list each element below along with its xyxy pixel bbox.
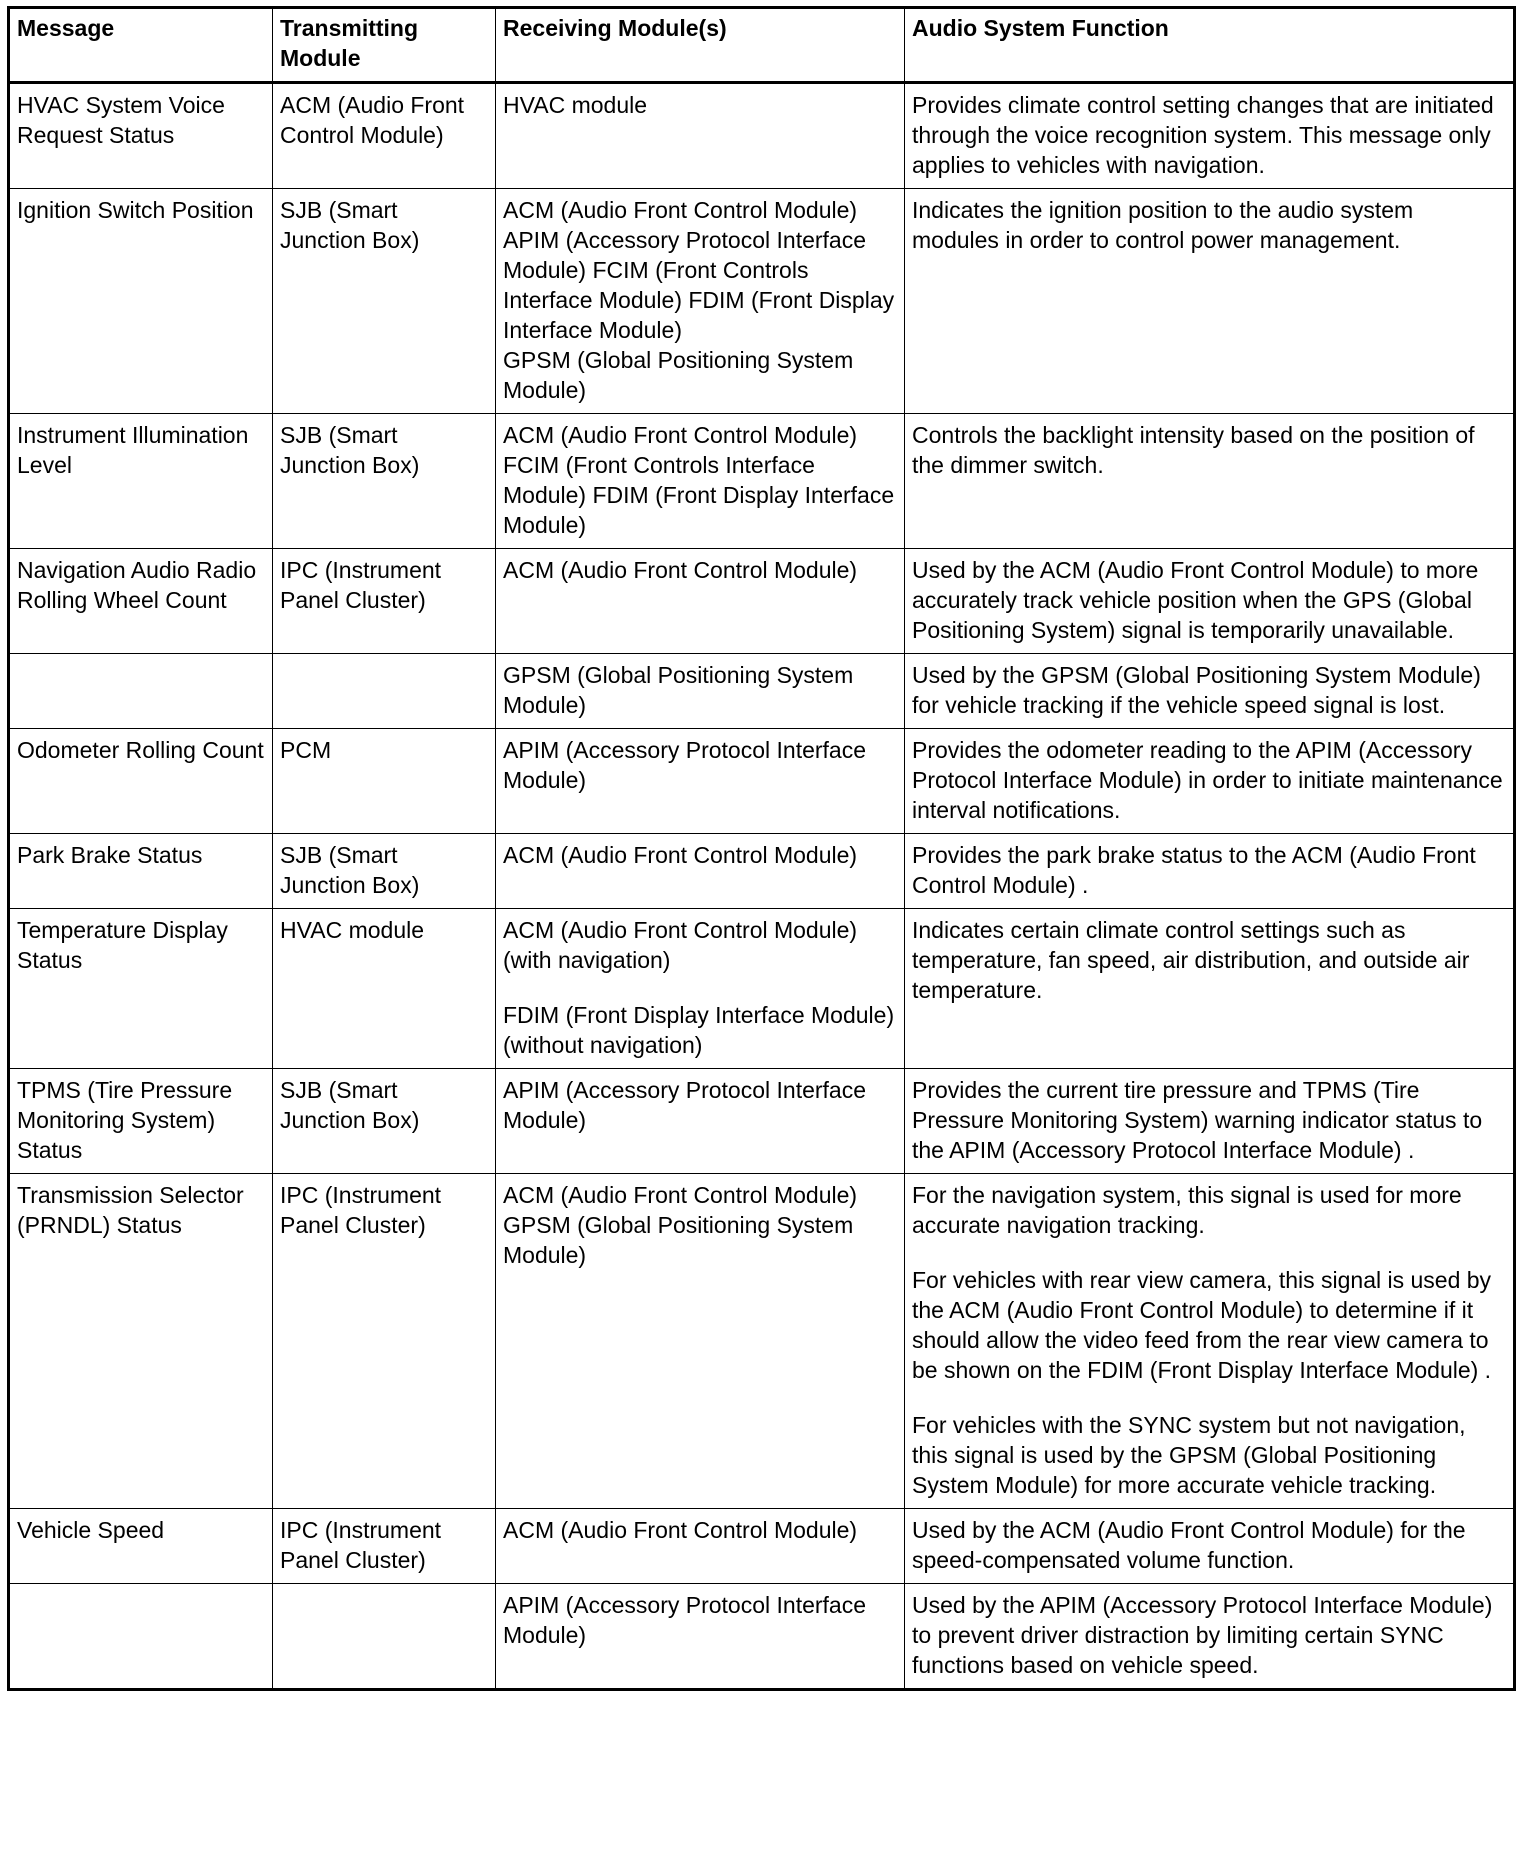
cell-transmitting-module xyxy=(273,909,496,1069)
cell-transmitting-module-text: IPC (Instrument Panel Cluster) xyxy=(280,1182,442,1238)
table-row xyxy=(9,549,1515,654)
cell-message xyxy=(9,1174,273,1509)
cell-audio-system-function xyxy=(905,549,1515,654)
cell-audio-system-function-paragraph: Indicates the ignition position to the audio system modules in order to control power management. xyxy=(912,197,1414,253)
table-row xyxy=(9,1174,1515,1509)
message-table xyxy=(7,6,1516,1691)
cell-audio-system-function-paragraph: For vehicles with the SYNC system but not navigation, this signal is used by the GPSM (Global Positioning System Module) for more accurate vehicle tracking. xyxy=(912,1412,1466,1498)
cell-transmitting-module xyxy=(273,1584,496,1690)
table-row xyxy=(9,654,1515,729)
cell-transmitting-module xyxy=(273,1174,496,1509)
cell-message-text: HVAC System Voice Request Status xyxy=(17,92,225,148)
cell-receiving-modules-paragraph: ACM (Audio Front Control Module) APIM (Accessory Protocol Interface Module) FCIM (Front Controls Interface Module) FDIM (Front Display Interface Module) GPSM (Global Positioning System Module) xyxy=(503,197,895,403)
cell-message xyxy=(9,1069,273,1174)
cell-transmitting-module-text: IPC (Instrument Panel Cluster) xyxy=(280,1517,442,1573)
cell-message-text: Temperature Display Status xyxy=(17,917,228,973)
cell-receiving-modules-paragraph: APIM (Accessory Protocol Interface Module) xyxy=(503,1592,867,1648)
cell-message xyxy=(9,729,273,834)
cell-audio-system-function-paragraph: Provides the odometer reading to the APIM (Accessory Protocol Interface Module) in order to initiate maintenance interval notifications. xyxy=(912,737,1503,823)
cell-receiving-modules-paragraph: ACM (Audio Front Control Module) (with navigation) xyxy=(503,917,858,973)
document-page xyxy=(7,6,1513,1691)
cell-audio-system-function xyxy=(905,189,1515,414)
cell-receiving-modules xyxy=(496,414,905,549)
cell-transmitting-module xyxy=(273,1509,496,1584)
cell-audio-system-function-paragraph: Provides climate control setting changes that are initiated through the voice recognition system. This message only applies to vehicles with navigation. xyxy=(912,92,1494,178)
cell-audio-system-function-paragraph: For the navigation system, this signal is used for more accurate navigation tracking. xyxy=(912,1182,1462,1238)
cell-audio-system-function-paragraph: Provides the park brake status to the ACM (Audio Front Control Module) . xyxy=(912,842,1476,898)
cell-receiving-modules xyxy=(496,189,905,414)
cell-receiving-modules-paragraph: FDIM (Front Display Interface Module) (without navigation) xyxy=(503,1002,895,1058)
cell-audio-system-function xyxy=(905,834,1515,909)
cell-audio-system-function xyxy=(905,1174,1515,1509)
header-message: Message xyxy=(9,8,273,83)
table-row xyxy=(9,729,1515,834)
cell-transmitting-module-text: SJB (Smart Junction Box) xyxy=(280,842,420,898)
cell-message-text: TPMS (Tire Pressure Monitoring System) Status xyxy=(17,1077,233,1163)
cell-message xyxy=(9,549,273,654)
cell-transmitting-module-text: HVAC module xyxy=(280,917,425,943)
cell-receiving-modules-paragraph: HVAC module xyxy=(503,92,648,118)
table-row xyxy=(9,189,1515,414)
cell-message-text: Park Brake Status xyxy=(17,842,203,868)
cell-audio-system-function-paragraph: For vehicles with rear view camera, this signal is used by the ACM (Audio Front Control Module) to determine if it should allow the video feed from the rear view camera to be shown on the FDIM (Front Display Interface Module) . xyxy=(912,1267,1492,1383)
cell-message-text: Odometer Rolling Count xyxy=(17,737,264,763)
table-row xyxy=(9,414,1515,549)
cell-transmitting-module-text: SJB (Smart Junction Box) xyxy=(280,422,420,478)
cell-message xyxy=(9,909,273,1069)
cell-message-text: Vehicle Speed xyxy=(17,1517,165,1543)
cell-receiving-modules xyxy=(496,1584,905,1690)
table-row xyxy=(9,909,1515,1069)
cell-message-text: Instrument Illumination Level xyxy=(17,422,249,478)
cell-receiving-modules xyxy=(496,1069,905,1174)
table-row xyxy=(9,1584,1515,1690)
header-receiving-modules: Receiving Module(s) xyxy=(496,8,905,83)
cell-receiving-modules-paragraph: ACM (Audio Front Control Module) xyxy=(503,1517,858,1543)
header-audio-system-function: Audio System Function xyxy=(905,8,1515,83)
cell-transmitting-module xyxy=(273,654,496,729)
cell-message xyxy=(9,1584,273,1690)
cell-transmitting-module xyxy=(273,729,496,834)
cell-receiving-modules-paragraph: ACM (Audio Front Control Module) FCIM (Front Controls Interface Module) FDIM (Front Display Interface Module) xyxy=(503,422,895,538)
cell-message xyxy=(9,189,273,414)
cell-audio-system-function-paragraph: Indicates certain climate control settings such as temperature, fan speed, air distribution, and outside air temperature. xyxy=(912,917,1470,1003)
table-body xyxy=(9,83,1515,1690)
cell-message xyxy=(9,654,273,729)
cell-receiving-modules-paragraph: ACM (Audio Front Control Module) xyxy=(503,557,858,583)
cell-transmitting-module-text: PCM xyxy=(280,737,332,763)
cell-transmitting-module xyxy=(273,189,496,414)
cell-message-text: Ignition Switch Position xyxy=(17,197,254,223)
cell-message xyxy=(9,1509,273,1584)
cell-transmitting-module xyxy=(273,414,496,549)
cell-audio-system-function-paragraph: Used by the GPSM (Global Positioning System Module) for vehicle tracking if the vehicle speed signal is lost. xyxy=(912,662,1481,718)
cell-audio-system-function xyxy=(905,83,1515,189)
cell-audio-system-function xyxy=(905,1069,1515,1174)
table-row xyxy=(9,83,1515,189)
cell-transmitting-module xyxy=(273,834,496,909)
cell-receiving-modules xyxy=(496,549,905,654)
cell-receiving-modules xyxy=(496,654,905,729)
cell-audio-system-function xyxy=(905,909,1515,1069)
cell-receiving-modules xyxy=(496,834,905,909)
cell-transmitting-module xyxy=(273,83,496,189)
cell-receiving-modules xyxy=(496,83,905,189)
cell-message xyxy=(9,834,273,909)
cell-audio-system-function-paragraph: Used by the ACM (Audio Front Control Module) to more accurately track vehicle position when the GPS (Global Positioning System) signal is temporarily unavailable. xyxy=(912,557,1479,643)
table-row xyxy=(9,1069,1515,1174)
header-transmitting-module: Transmitting Module xyxy=(273,8,496,83)
cell-audio-system-function xyxy=(905,654,1515,729)
cell-transmitting-module-text: SJB (Smart Junction Box) xyxy=(280,1077,420,1133)
cell-receiving-modules xyxy=(496,1174,905,1509)
cell-message-text: Navigation Audio Radio Rolling Wheel Count xyxy=(17,557,257,613)
cell-audio-system-function-paragraph: Used by the APIM (Accessory Protocol Interface Module) to prevent driver distraction by limiting certain SYNC functions based on vehicle speed. xyxy=(912,1592,1493,1678)
cell-message xyxy=(9,83,273,189)
cell-receiving-modules xyxy=(496,909,905,1069)
cell-transmitting-module-text: SJB (Smart Junction Box) xyxy=(280,197,420,253)
cell-receiving-modules-paragraph: APIM (Accessory Protocol Interface Module) xyxy=(503,1077,867,1133)
cell-receiving-modules-paragraph: APIM (Accessory Protocol Interface Module) xyxy=(503,737,867,793)
header-row xyxy=(9,8,1515,83)
cell-receiving-modules-paragraph: ACM (Audio Front Control Module) GPSM (Global Positioning System Module) xyxy=(503,1182,858,1268)
cell-audio-system-function xyxy=(905,1509,1515,1584)
cell-audio-system-function xyxy=(905,414,1515,549)
cell-audio-system-function-paragraph: Provides the current tire pressure and TPMS (Tire Pressure Monitoring System) warning indicator status to the APIM (Accessory Protocol Interface Module) . xyxy=(912,1077,1483,1163)
cell-receiving-modules xyxy=(496,729,905,834)
cell-receiving-modules-paragraph: GPSM (Global Positioning System Module) xyxy=(503,662,854,718)
cell-receiving-modules xyxy=(496,1509,905,1584)
cell-message xyxy=(9,414,273,549)
cell-transmitting-module-text: ACM (Audio Front Control Module) xyxy=(280,92,465,148)
table-row xyxy=(9,1509,1515,1584)
cell-message-text: Transmission Selector (PRNDL) Status xyxy=(17,1182,244,1238)
cell-transmitting-module xyxy=(273,549,496,654)
cell-audio-system-function-paragraph: Controls the backlight intensity based on the position of the dimmer switch. xyxy=(912,422,1475,478)
cell-audio-system-function xyxy=(905,729,1515,834)
cell-transmitting-module-text: IPC (Instrument Panel Cluster) xyxy=(280,557,442,613)
table-row xyxy=(9,834,1515,909)
cell-transmitting-module xyxy=(273,1069,496,1174)
cell-audio-system-function xyxy=(905,1584,1515,1690)
cell-audio-system-function-paragraph: Used by the ACM (Audio Front Control Module) for the speed-compensated volume function. xyxy=(912,1517,1466,1573)
cell-receiving-modules-paragraph: ACM (Audio Front Control Module) xyxy=(503,842,858,868)
